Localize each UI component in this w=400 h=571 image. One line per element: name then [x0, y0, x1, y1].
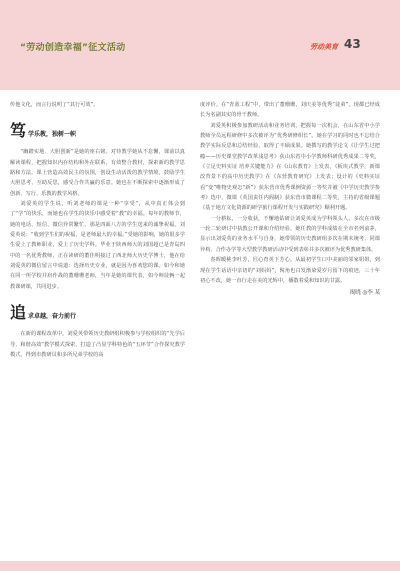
body-paragraph: 一分耕耘，一分收获，不懈地钻研让刘爱英成为学科领头人，多次在市级一轮二轮研讨中执教公开课和介绍经验。她任教的学科成绩在全市名列前茅，显示出刘爱英的业务水平与自身，她带领的历史教研组多次在期末统考、同课异构、合作办学等大型教学教研活动中受到表彰并多次被评为优秀教研集体。: [200, 215, 380, 253]
author-byline: 揭晓 ◎李 某: [349, 290, 380, 297]
section-heading-1: [10, 121, 185, 141]
section-heading-2: [10, 303, 185, 323]
brand-label: 劳动美育: [310, 43, 338, 51]
intro-paragraph: 传他文化，而言行说明了“其行可效”。: [10, 102, 99, 108]
campaign-title: “劳动创造幸福”征文活动: [20, 43, 126, 53]
section-subtitle: 求卓越，奋力前行: [28, 313, 77, 321]
body-paragraph: 在新的课程改革中，刘爱英带领历史教研组积极参与学校组织的“先学后导、和谐高效”教学模式探索，打造了凸显学科特色的“五环节”合作探究教学模式，得到市教研员和多所兄弟学校的高: [10, 331, 185, 358]
header-band: [0, 0, 400, 90]
body-paragraph: 刘爱英的学生说，听刘老师的课是一种“享受”，从中真正体会到了“学”的快乐，而她也在学生的快乐中感受着“教”的幸福。每年的教师节，她的电话、短信、微信异常繁忙，那是四面八方的学生送来的诚挚祝福。刘爱英说：“收到学生们的祝福，是老师最大的幸福。”受她的影响，她的很多学生爱上了教师职业，爱上了历史学科。毕业于陕西师大的刘国超已是青岛四中的一名优秀教师，正在读研的董佳明接过了西北师大历史学博士，他在给刘爱英的微信留言中说道：选择历史专业，就是因为喜欢您的课。如今和她在同一所学校并肩作战的董珊珊老师，当年是她的课代表，如今师徒俩一起教课研课，共同进步。: [10, 201, 185, 290]
page-number: 43: [344, 37, 361, 51]
body-paragraph: “幽踏实地、大胆创新”是她的座右铭。对待教学她从不怠懈，课前以真解读课程，把握知识内在结构和外在联系，有效整合教材，探索新的教学思路和方法。课上营造高效民主的氛围，创设生动活泼的教学情境，鼓励学生大胆思考、互助反思，感受合作共赢的乐意。她也在不断探索中逐渐形成了创新、写行、乐教的教学风格。: [10, 149, 185, 197]
right-column: [200, 100, 380, 299]
body-paragraph: 度评价。在“青蓝工程”中，带出了董珊珊、刘庆美等优秀“徒弟”，现都已经成长为名副其实的骨干教师。: [200, 102, 380, 119]
body-paragraph: 春晖暖桃李吐芳，匠心育英下芳心。从最初学生口中美丽的邻家姐姐，到现在学生话语中亲切的“刘妈妈”，髯角也白发渐染爱岁月留下的痕迹，三十年初心不改，她一直行走在美的光辉中，播散着爱和知识的甘露。: [200, 257, 380, 284]
section-subtitle: 学乐教，独树一帜: [28, 131, 77, 139]
section-initial: 追: [10, 303, 27, 323]
section-initial: 笃: [10, 121, 27, 141]
footer-band: [0, 561, 400, 571]
left-column: [10, 100, 185, 360]
body-paragraph: 刘爱英积极参加教研活动和业务培训，把握每一次机会，在山东省中小学教师全员远程研修中多次被评为“优秀研修组长”。她在学习的同时也不忘结合教学实际反思和总结经验，取得了丰硕成果。她撰写的教学论文《让学生过把瘾——历史课堂教学改革浅思考》获山东省中小学教师科研优秀成果二等奖，《立足史料实证 培养关键能力》在《山东教育》上发表，《板块式教学，新课改背景下的高中历史教学》在《东营教育研究》上发表；设计的《史料实证看“变”唯物史观怎“新”》获东营市优秀课例资源一等奖并被《中学历史教学参考》选中，微课《英国责任内阁制》获东营市微课程二等奖，主持的省级课题《基于地方文化资源的研学旅行课程开发与实践研究》顺利开题。: [200, 122, 380, 212]
